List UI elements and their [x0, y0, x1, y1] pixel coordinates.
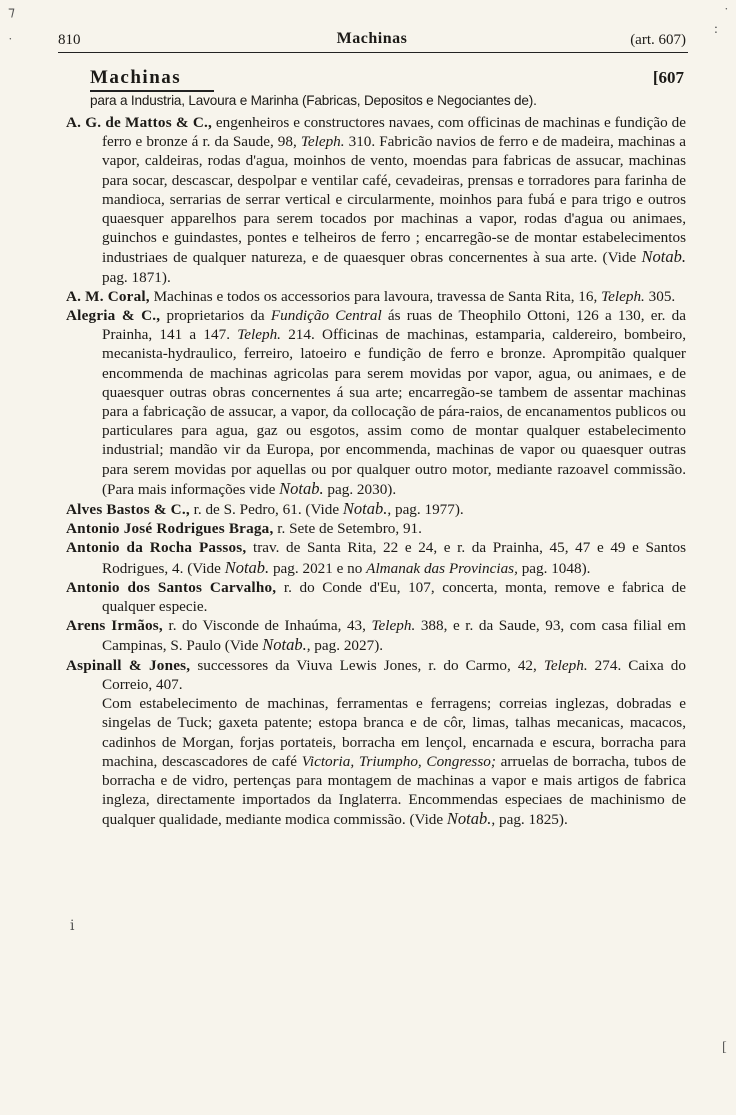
entry-text: , pag. 1825). — [491, 811, 568, 829]
entry-text: proprietarios da — [160, 307, 271, 325]
entry-italic: Almanak das Provincias, — [366, 559, 518, 577]
entry-text: r. Sete de Setembro, 91. — [273, 520, 422, 538]
section-title: Machinas — [90, 67, 182, 88]
entry-italic: Fundição Central — [270, 307, 382, 325]
entry-teleph: Teleph. — [543, 656, 588, 674]
entry-text: , pag. 1977). — [387, 501, 464, 519]
margin-mark: : — [714, 22, 718, 37]
section-subtitle: para a Industria, Lavoura e Marinha (Fabricas, Depositos e Negociantes de). — [90, 93, 537, 108]
entry-text: , pag. 2027). — [306, 637, 384, 655]
entry-text: pag. 1871). — [102, 268, 171, 286]
entry-italic: Victoria, Triumpho, Congresso; — [301, 752, 496, 770]
entry-text: pag. 1048). — [517, 559, 591, 577]
entry-name: Antonio da Rocha Passos, — [66, 539, 247, 557]
entry-text: Com estabelecimento de machinas, ferramentas e ferragens; correias inglezas, dobradas e singelas de Tuck; gaxeta patente; estopa branca e de côr, limas, talhas mecanicas, macacos, cadinhos de Morgan, forjas portateis, borracha em lençol, encarnada e escura, borracha para machina, descascadores de café — [102, 695, 686, 770]
list-item — [66, 306, 686, 499]
entry-text: successores da Viuva Lewis Jones, r. do Carmo, 42, — [190, 656, 544, 674]
entry-name: A. G. de Mattos & C., — [66, 114, 213, 131]
margin-mark: ˙ — [8, 36, 13, 51]
entry-notab: Notab. — [641, 247, 686, 267]
page-number: 810 — [58, 32, 81, 48]
entry-teleph: Teleph. — [300, 133, 345, 151]
entry-text: 305. — [644, 287, 676, 305]
entry-text: pag. 2030). — [323, 480, 397, 498]
entry-text: pag. 2021 e no — [269, 559, 367, 577]
section-title-underline — [90, 90, 214, 92]
entry-list — [66, 113, 686, 830]
section-heading — [90, 67, 684, 91]
list-item — [66, 519, 686, 538]
entry-notab: Notab. — [446, 809, 492, 829]
list-item — [66, 616, 686, 655]
entry-name: Alves Bastos & C., — [66, 501, 190, 519]
entry-text: r. do Conde d'Eu, 107, concerta, monta, remove e fabrica de qualquer especie. — [102, 578, 686, 616]
entry-name: A. M. Coral, — [66, 287, 150, 305]
entry-text: r. de S. Pedro, 61. (Vide — [189, 501, 343, 519]
list-item — [66, 499, 686, 519]
entry-notab: Notab. — [224, 557, 270, 577]
list-item — [66, 113, 686, 287]
margin-mark: ⁊ — [8, 5, 15, 20]
entry-notab: Notab. — [279, 478, 324, 498]
entry-text: arruelas de borracha, tubos de borracha e de vidro, pertenças para montagem de machinas a vapor e mais artigos de fabrica ingleza, directamente importados da Inglaterra. Encommendas especiaes de machinismo de qualquer qualidade, mediante modica commissão. (Vide — [102, 752, 687, 829]
entry-text: r. do Visconde de Inhaúma, 43, — [162, 617, 372, 635]
running-title: Machinas — [336, 30, 408, 47]
entry-notab: Notab. — [342, 499, 388, 519]
list-item — [66, 538, 686, 577]
entry-teleph: Teleph. — [601, 287, 645, 305]
list-item — [66, 287, 686, 306]
running-header — [58, 30, 686, 52]
margin-mark: ˙ — [724, 6, 729, 21]
entry-teleph: Teleph. — [237, 326, 281, 344]
article-reference: (art. 607) — [630, 32, 686, 48]
margin-mark: [ — [722, 1040, 727, 1055]
entry-text: trav. de Santa Rita, 22 e 24, e r. da Prainha, 45, 47 e 49 e Santos Rodrigues, 4. (Vide — [102, 539, 686, 577]
entry-name: Aspinall & Jones, — [66, 656, 191, 674]
entry-text: 388, e r. da Saude, 93, com casa filial em Campinas, S. Paulo (Vide — [102, 617, 686, 655]
entry-paragraph — [102, 694, 686, 829]
entry-text: 310. Fabricão navios de ferro e de madeira, machinas a vapor, caldeiras, rodas d'agua, moinhos de vento, moendas para fabricas de assucar, machinas para socar, descascar, despolpar e ventilar café, cevadeiras, prensas e torradores para farinha de mandioca, serrarias de serrar vertical e circularmente, moinhos para fubá e para trigo e outros quaesquer apparelhos para serem tocados por machinas a vapor, rodas d'agua ou animaes, guinchos e guindastes, pontes e telheiros de ferro ; encarregão-se de montar estabelecimentos industriaes de qualquer natureza, e de quaesquer obras concernentes à sua arte. (Vide — [102, 133, 686, 267]
entry-text: 214. Officinas de machinas, estamparia, caldereiro, bombeiro, mecanista-hydraulico, ferreiro, latoeiro e fundição de ferro e bronze. Aprompitão qualquer encommenda de machinas agricolas para serem movidas por vapor, agua, ou animaes, e de quaesquer outras obras concernentes á sua arte; encarregão-se tambem de assentar machinas para a fabricação de assucar, a vapor, da collocação de pára-raios, de encanamentos publicos ou particulares para agua, gaz ou esgotos, assim como de montar qualquer estabelecimento industrial; mandão vir da Europa, por encommenda, machinas de vapor ou quaesquer outras para serem movidas por aquellas ou por qualquer outro motor, mediante razoavel commissão. (Para mais informações vide — [102, 326, 686, 498]
list-item — [66, 656, 686, 830]
entry-text: Machinas e todos os accessorios para lavoura, travessa de Santa Rita, 16, — [149, 287, 602, 305]
entry-name: Arens Irmãos, — [66, 617, 163, 635]
entry-text: engenheiros e constructores navaes, com officinas de machinas e fundição de ferro e bronze á r. da Saude, 98, — [102, 114, 686, 151]
header-rule — [58, 52, 688, 53]
entry-teleph: Teleph. — [371, 617, 416, 635]
entry-notab: Notab. — [262, 635, 307, 655]
list-item — [66, 578, 686, 616]
entry-text: 274. Caixa do Correio, 407. — [102, 656, 686, 693]
margin-mark: ⅰ — [70, 919, 75, 934]
entry-name: Antonio dos Santos Carvalho, — [66, 578, 277, 596]
section-number: [607 — [652, 68, 684, 87]
entry-text: ás ruas de Theophilo Ottoni, 126 a 130, er. da Prainha, 141 a 147. — [102, 307, 687, 344]
entry-name: Antonio José Rodrigues Braga, — [66, 520, 274, 538]
entry-name: Alegria & C., — [66, 307, 161, 325]
